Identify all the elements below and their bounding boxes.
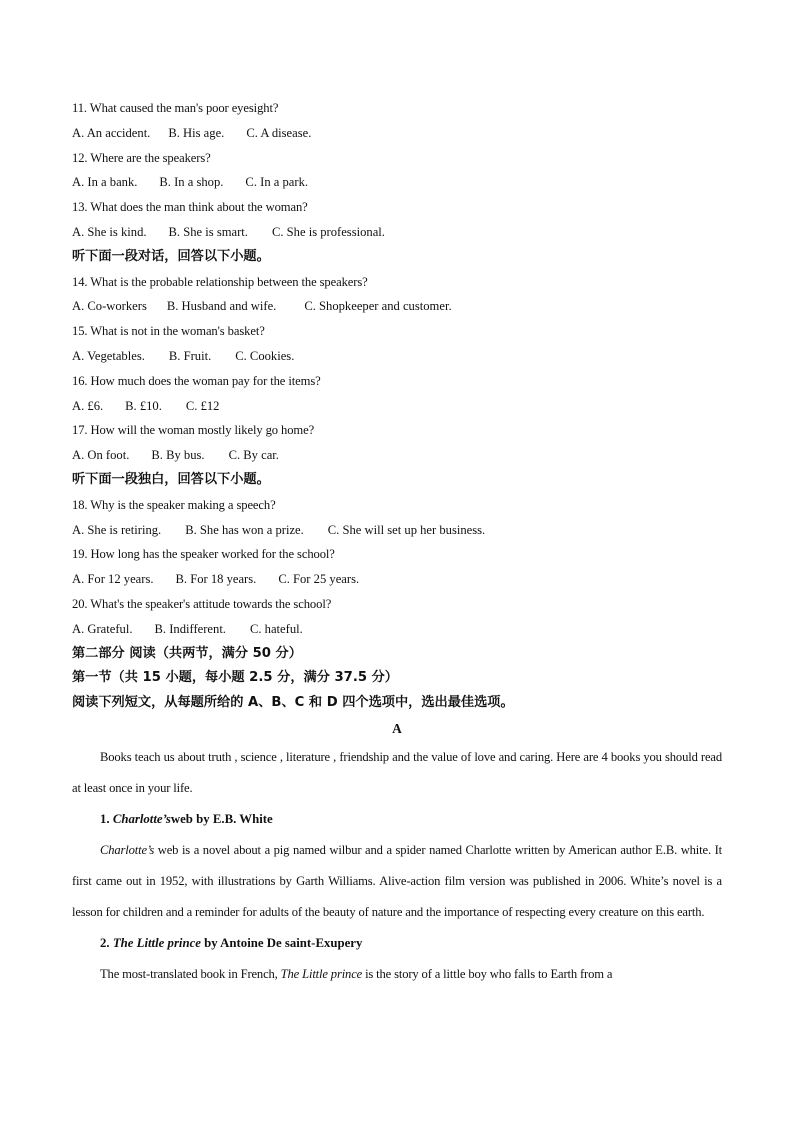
option-c: C. She is professional. (271, 224, 385, 239)
question-14: 14. What is the probable relationship between the speakers? (72, 274, 368, 289)
question-11: 11. What caused the man's poor eyesight? (72, 101, 279, 115)
option-c: C. In a park. (245, 175, 309, 190)
book1-paragraph (72, 835, 722, 928)
intro-paragraph: Books teach us about truth , science , literature , friendship and the value of love and caring. Here are 4 books you should read at least once in your life. (72, 749, 722, 795)
option-b: B. Husband and wife. (166, 299, 277, 314)
book2-heading (72, 928, 722, 959)
book1-author: web by E.B. White (170, 811, 273, 826)
options-13 (72, 220, 722, 245)
question-18: 18. Why is the speaker making a speech? (72, 497, 276, 512)
option-a: A. £6. (72, 398, 104, 413)
options-15 (72, 344, 722, 369)
options-11 (72, 121, 722, 146)
book2-title: The Little prince (112, 935, 201, 950)
option-c: C. For 25 years. (278, 572, 360, 587)
option-b: B. Fruit. (168, 348, 212, 363)
options-17 (72, 443, 722, 468)
option-a: A. An accident. (72, 125, 151, 140)
book2-author: by Antoine De saint-Exupery (204, 935, 363, 950)
option-b: B. In a shop. (159, 175, 224, 190)
exam-page (72, 96, 722, 990)
options-19 (72, 567, 722, 592)
question-15: 15. What is not in the woman's basket? (72, 324, 265, 339)
question-17: 17. How will the woman mostly likely go home? (72, 423, 315, 438)
book1-number: 1. (100, 811, 110, 826)
book2-paragraph-title: The Little prince (280, 966, 363, 981)
book1-heading (72, 804, 722, 835)
book2-paragraph-post: is the story of a little boy who falls to Earth from a (362, 966, 613, 981)
book1-paragraph-title: Charlotte’s (100, 842, 155, 857)
question-16: 16. How much does the woman pay for the items? (72, 373, 321, 388)
options-12 (72, 170, 722, 195)
option-b: B. She is smart. (168, 224, 248, 239)
book2-paragraph-pre: The most-translated book in French, (100, 966, 281, 981)
question-block (72, 270, 722, 468)
option-c: C. £12 (185, 398, 220, 413)
option-a: A. Grateful. (72, 621, 133, 636)
option-b: B. By bus. (151, 448, 205, 463)
section1-heading: 第一节（共 15 小题，每小题 2.5 分，满分 37.5 分） (72, 670, 398, 686)
question-block (72, 96, 722, 245)
book2-number: 2. (100, 935, 110, 950)
question-13: 13. What does the man think about the woman? (72, 200, 308, 215)
option-b: B. Indifferent. (154, 621, 226, 636)
option-b: B. His age. (168, 125, 225, 140)
option-c: C. She will set up her business. (327, 522, 486, 537)
reading-instruction: 阅读下列短文，从每题所给的 A、B、C 和 D 四个选项中，选出最佳选项。 (72, 695, 514, 711)
option-c: C. A disease. (246, 125, 312, 140)
question-19: 19. How long has the speaker worked for the school? (72, 547, 335, 562)
option-b: B. She has won a prize. (185, 522, 304, 537)
option-c: C. hateful. (249, 621, 303, 636)
option-a: A. She is retiring. (72, 522, 162, 537)
options-14 (72, 294, 722, 319)
option-a: A. She is kind. (72, 224, 147, 239)
option-a: A. Co-workers (72, 299, 147, 314)
part2-heading: 第二部分 阅读（共两节，满分 50 分） (72, 645, 302, 661)
option-a: A. In a bank. (72, 175, 138, 190)
options-16 (72, 394, 722, 419)
option-b: B. For 18 years. (175, 572, 257, 587)
question-12: 12. Where are the speakers? (72, 150, 211, 165)
option-c: C. Cookies. (235, 348, 295, 363)
book1-paragraph-text: web is a novel about a pig named wilbur and a spider named Charlotte written by American author E.B. white. It first came out in 1952, with illustrations by Garth Williams. Alive-action film version was published in 2006. White’s novel is a lesson for children and a reminder for adults of the beauty of nature and the importance of respecting every creature on this earth. (72, 842, 722, 919)
passage-letter: A (392, 720, 402, 736)
options-18 (72, 518, 722, 543)
option-c: C. By car. (228, 448, 279, 463)
option-a: A. For 12 years. (72, 572, 154, 587)
option-a: A. Vegetables. (72, 348, 145, 363)
question-block (72, 493, 722, 642)
book2-paragraph (72, 959, 722, 990)
section-heading-dialogue: 听下面一段对话，回答以下小题。 (72, 248, 270, 264)
section-heading-monologue: 听下面一段独白，回答以下小题。 (72, 471, 270, 487)
book1-title: Charlotte’s (112, 811, 171, 826)
option-b: B. £10. (125, 398, 162, 413)
option-a: A. On foot. (72, 448, 130, 463)
option-c: C. Shopkeeper and customer. (304, 299, 452, 314)
question-20: 20. What's the speaker's attitude towards the school? (72, 596, 332, 611)
options-20 (72, 617, 722, 642)
